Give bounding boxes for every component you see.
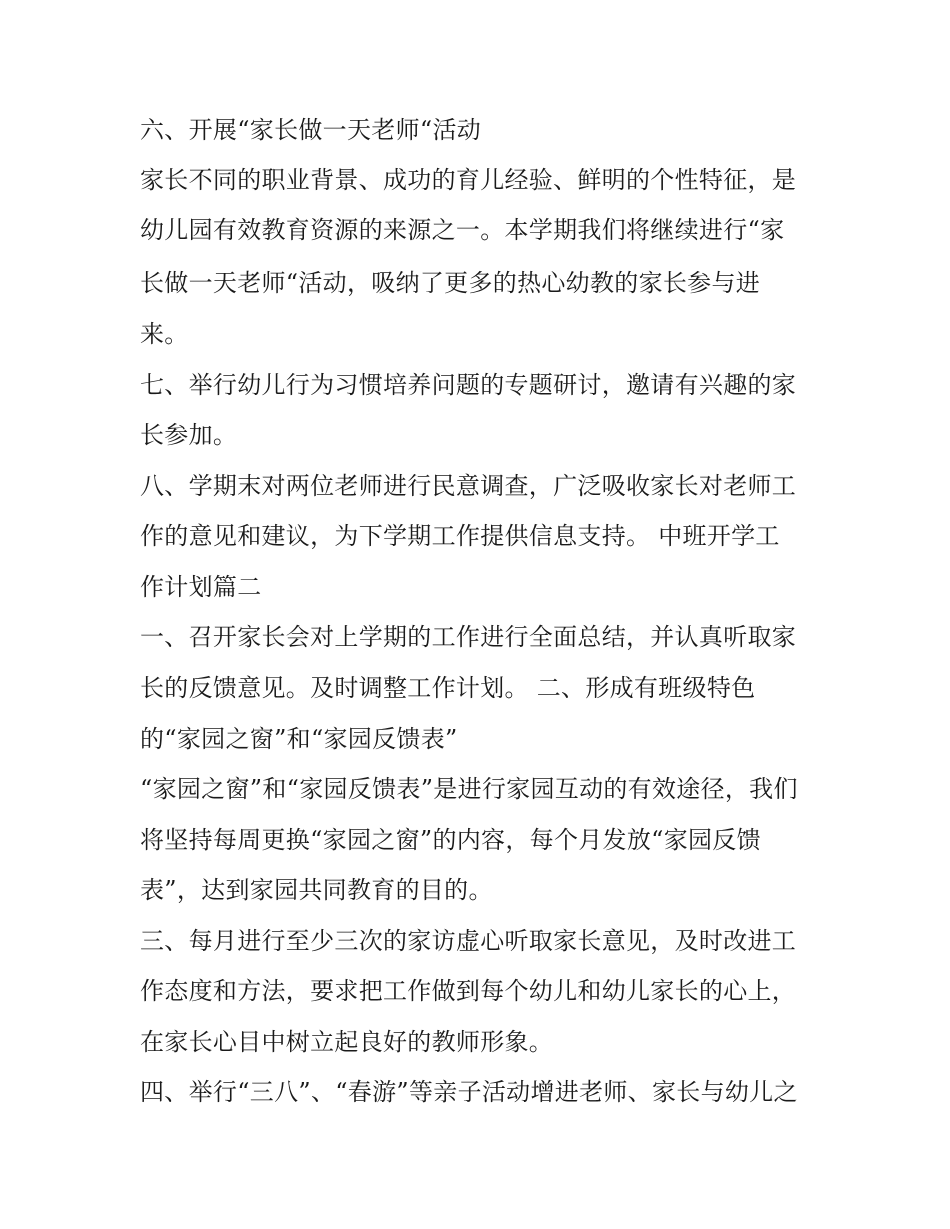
text-line: 的“家园之窗”和“家园反馈表” — [140, 725, 458, 753]
text-line: 一、召开家长会对上学期的工作进行全面总结，并认真听取家 — [140, 623, 797, 651]
text-line: 七、举行幼儿行为习惯培养问题的专题研讨，邀请有兴趣的家 — [140, 371, 797, 399]
text-line: 三、每月进行至少三次的家访虚心听取家长意见，及时改进工 — [140, 927, 797, 955]
text-line: 幼儿园有效教育资源的来源之一。本学期我们将继续进行“家 — [140, 216, 785, 244]
text-line: 在家长心目中树立起良好的教师形象。 — [140, 1028, 554, 1056]
text-line: 来。 — [140, 320, 189, 348]
text-line: 八、学期末对两位老师进行民意调查，广泛吸收家长对老师工 — [140, 472, 797, 500]
text-line: 将坚持每周更换“家园之窗”的内容，每个月发放“家园反馈 — [140, 826, 761, 854]
text-line: 长做一天老师“活动，吸纳了更多的热心幼教的家长参与进 — [140, 269, 761, 297]
text-line: 作的意见和建议，为下学期工作提供信息支持。 中班开学工 — [140, 522, 780, 550]
text-line: 作计划篇二 — [140, 573, 262, 601]
text-line: 表”，达到家园共同教育的目的。 — [140, 876, 493, 904]
text-line: “家园之窗”和“家园反馈表”是进行家园互动的有效途径，我们 — [140, 775, 798, 803]
text-line: 四、举行“三八”、“春游”等亲子活动增进老师、家长与幼儿之 — [140, 1078, 798, 1106]
text-line: 作态度和方法，要求把工作做到每个幼儿和幼儿家长的心上， — [140, 977, 797, 1005]
text-line: 长的反馈意见。及时调整工作计划。 二、形成有班级特色 — [140, 674, 756, 702]
text-line: 家长不同的职业背景、成功的育儿经验、鲜明的个性特征，是 — [140, 166, 797, 194]
text-line: 六、开展“家长做一天老师“活动 — [140, 116, 482, 144]
text-line: 长参加。 — [140, 421, 238, 449]
